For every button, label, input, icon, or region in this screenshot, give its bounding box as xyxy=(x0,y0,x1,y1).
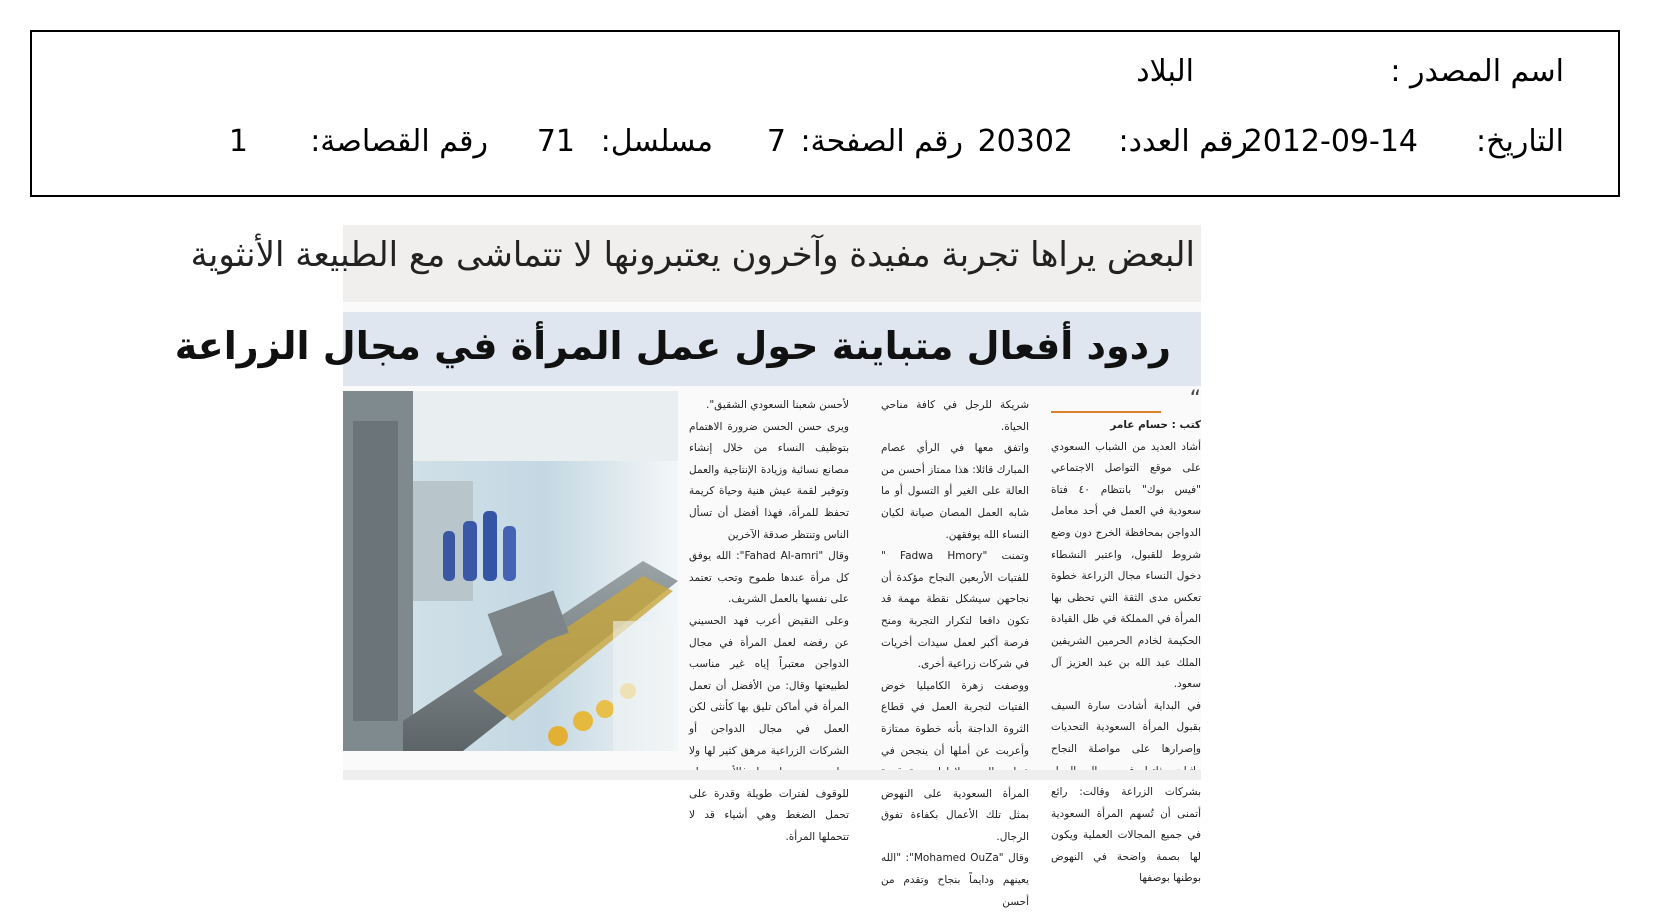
kicker-band xyxy=(190,225,1201,302)
serial-value: 71 xyxy=(536,124,575,159)
col1-paragraph: في البداية أشادت سارة السيف بقبول المرأة السعودية التحديات وإصرارها على مواصلة النجاح بشركات الزراعة وقالت: رائع أتمنى أن تُسهم المرأة السعودية في جميع المجالات العملية ويكون لها بصمة واضحة في النهوض بوطنها بوصفها xyxy=(1051,699,1201,885)
col3-paragraph: وعلى النقيض أعرب فهد الحسيني عن رفضه لعمل المرأة في مجال الدواجن معتبراً إياه غير مناسب لطبيعتها وقال: من الأفضل أن تعمل المرأة في أماكن تليق بها كأنثى لكن العمل في مجال الدواجن أو الشركات الزراعية مرهق كثير لها ولا للوقوف لفترات طويلة وقدرة على تحمل الضغط وهي أشياء قد لا تتحملها المرأة. xyxy=(689,614,849,843)
col3-paragraph: وقال "Fahad Al-amri": الله يوفق كل مرأة عندها طموح وتحب تعتمد على نفسها بالعمل الشريف. xyxy=(689,550,849,606)
date-label: التاريخ: xyxy=(1476,124,1564,159)
col2-paragraph: شريكة للرجل في كافة مناحي الحياة. xyxy=(881,399,1029,433)
newspaper-clipping xyxy=(174,225,1201,908)
factory-photo xyxy=(343,391,678,751)
factory-photo-image xyxy=(343,391,678,751)
col2-paragraph: وقال "Mohamed OuZa": "الله يعينهم ودايماً بنجاح وتقدم من أحسن xyxy=(881,852,1029,908)
article-headline: ردود أفعال متباينة حول عمل المرأة في مجال الزراعة xyxy=(174,324,1171,368)
article-column-2 xyxy=(881,395,1029,913)
quote-mark-icon: “ xyxy=(1189,387,1201,412)
issue-label: رقم العدد: xyxy=(1118,124,1248,159)
page-value: 7 xyxy=(766,124,786,159)
col2-paragraph: وتمنت "Fadwa Hmory " للفتيات الأربعين النجاح مؤكدة أن نجاحهن سيشكل نقطة مهمة قد تكون دافعا لتكرار التجربة ومنح فرصة أكبر لعمل سيدات أخريات في شركات زراعية أخرى. xyxy=(881,550,1029,671)
clip-value: 1 xyxy=(228,124,248,159)
col1-paragraph: أشاد العديد من الشباب السعودي على موقع التواصل الاجتماعي "فيس بوك" بانتظام ٤٠ فتاة سعودية في العمل في أحد معامل الدواجن بمحافظة الخرج دون وضع شروط للقبول، واعتبر النشطاء دخول النساء مجال الزراعة خطوة تعكس مدى الثقة التي تحظى بها المرأة في المملكة في ظل القيادة الحكيمة لخادم الحرمين الشريفين الملك عبد الله بن عبد العزيز آل سعود. xyxy=(1051,440,1201,691)
col3-paragraph: لأحسن شعبنا السعودي الشقيق". xyxy=(705,399,849,411)
article-column-1 xyxy=(1051,387,1201,890)
date-value: 2012-09-14 xyxy=(1243,124,1418,159)
col2-paragraph: واتفق معها في الرأي عصام المبارك قائلا: هذا ممتاز أحسن من العالة على الغير أو التسول أو ما شابه العمل المصان صيانة لكيان النساء الله يوفقهن. xyxy=(881,442,1029,541)
issue-value: 20302 xyxy=(977,124,1073,159)
author-rule xyxy=(1051,411,1161,413)
page-label: رقم الصفحة: xyxy=(800,124,963,159)
headline-band xyxy=(174,312,1201,386)
col2-paragraph: ووصفت زهرة الكاميليا خوض الفتيات لتجربة العمل في قطاع الثروة الداجنة بأنه خطوة ممتازة وأعربت عن أملها أن ينجحن في المرأة السعودية على النهوض بمثل تلك الأعمال بكفاءة تفوق الرجال. xyxy=(881,679,1029,843)
col3-paragraph: ويرى حسن الحسن ضرورة الاهتمام بتوظيف النساء من خلال إنشاء مصانع نسائية وزيادة الإنتاجية والعمل وتوفير لقمة عيش هنية وحياة كريمة تحفظ للمرأة، فهذا أفضل أن تسأل الناس وتنتظر صدقة الآخرين xyxy=(689,420,849,541)
article-column-3 xyxy=(689,395,849,848)
clip-label: رقم القصاصة: xyxy=(310,124,488,159)
article-kicker: البعض يراها تجربة مفيدة وآخرون يعتبرونها لا تتماشى مع الطبيعة الأنثوية xyxy=(190,235,1195,275)
source-label: اسم المصدر : xyxy=(1390,54,1564,89)
source-value: البلاد xyxy=(1136,54,1194,89)
article-author: كتب : حسام عامر xyxy=(1110,419,1201,431)
metadata-box xyxy=(30,30,1620,197)
bottom-strip xyxy=(343,770,1201,780)
serial-label: مسلسل: xyxy=(600,124,713,159)
